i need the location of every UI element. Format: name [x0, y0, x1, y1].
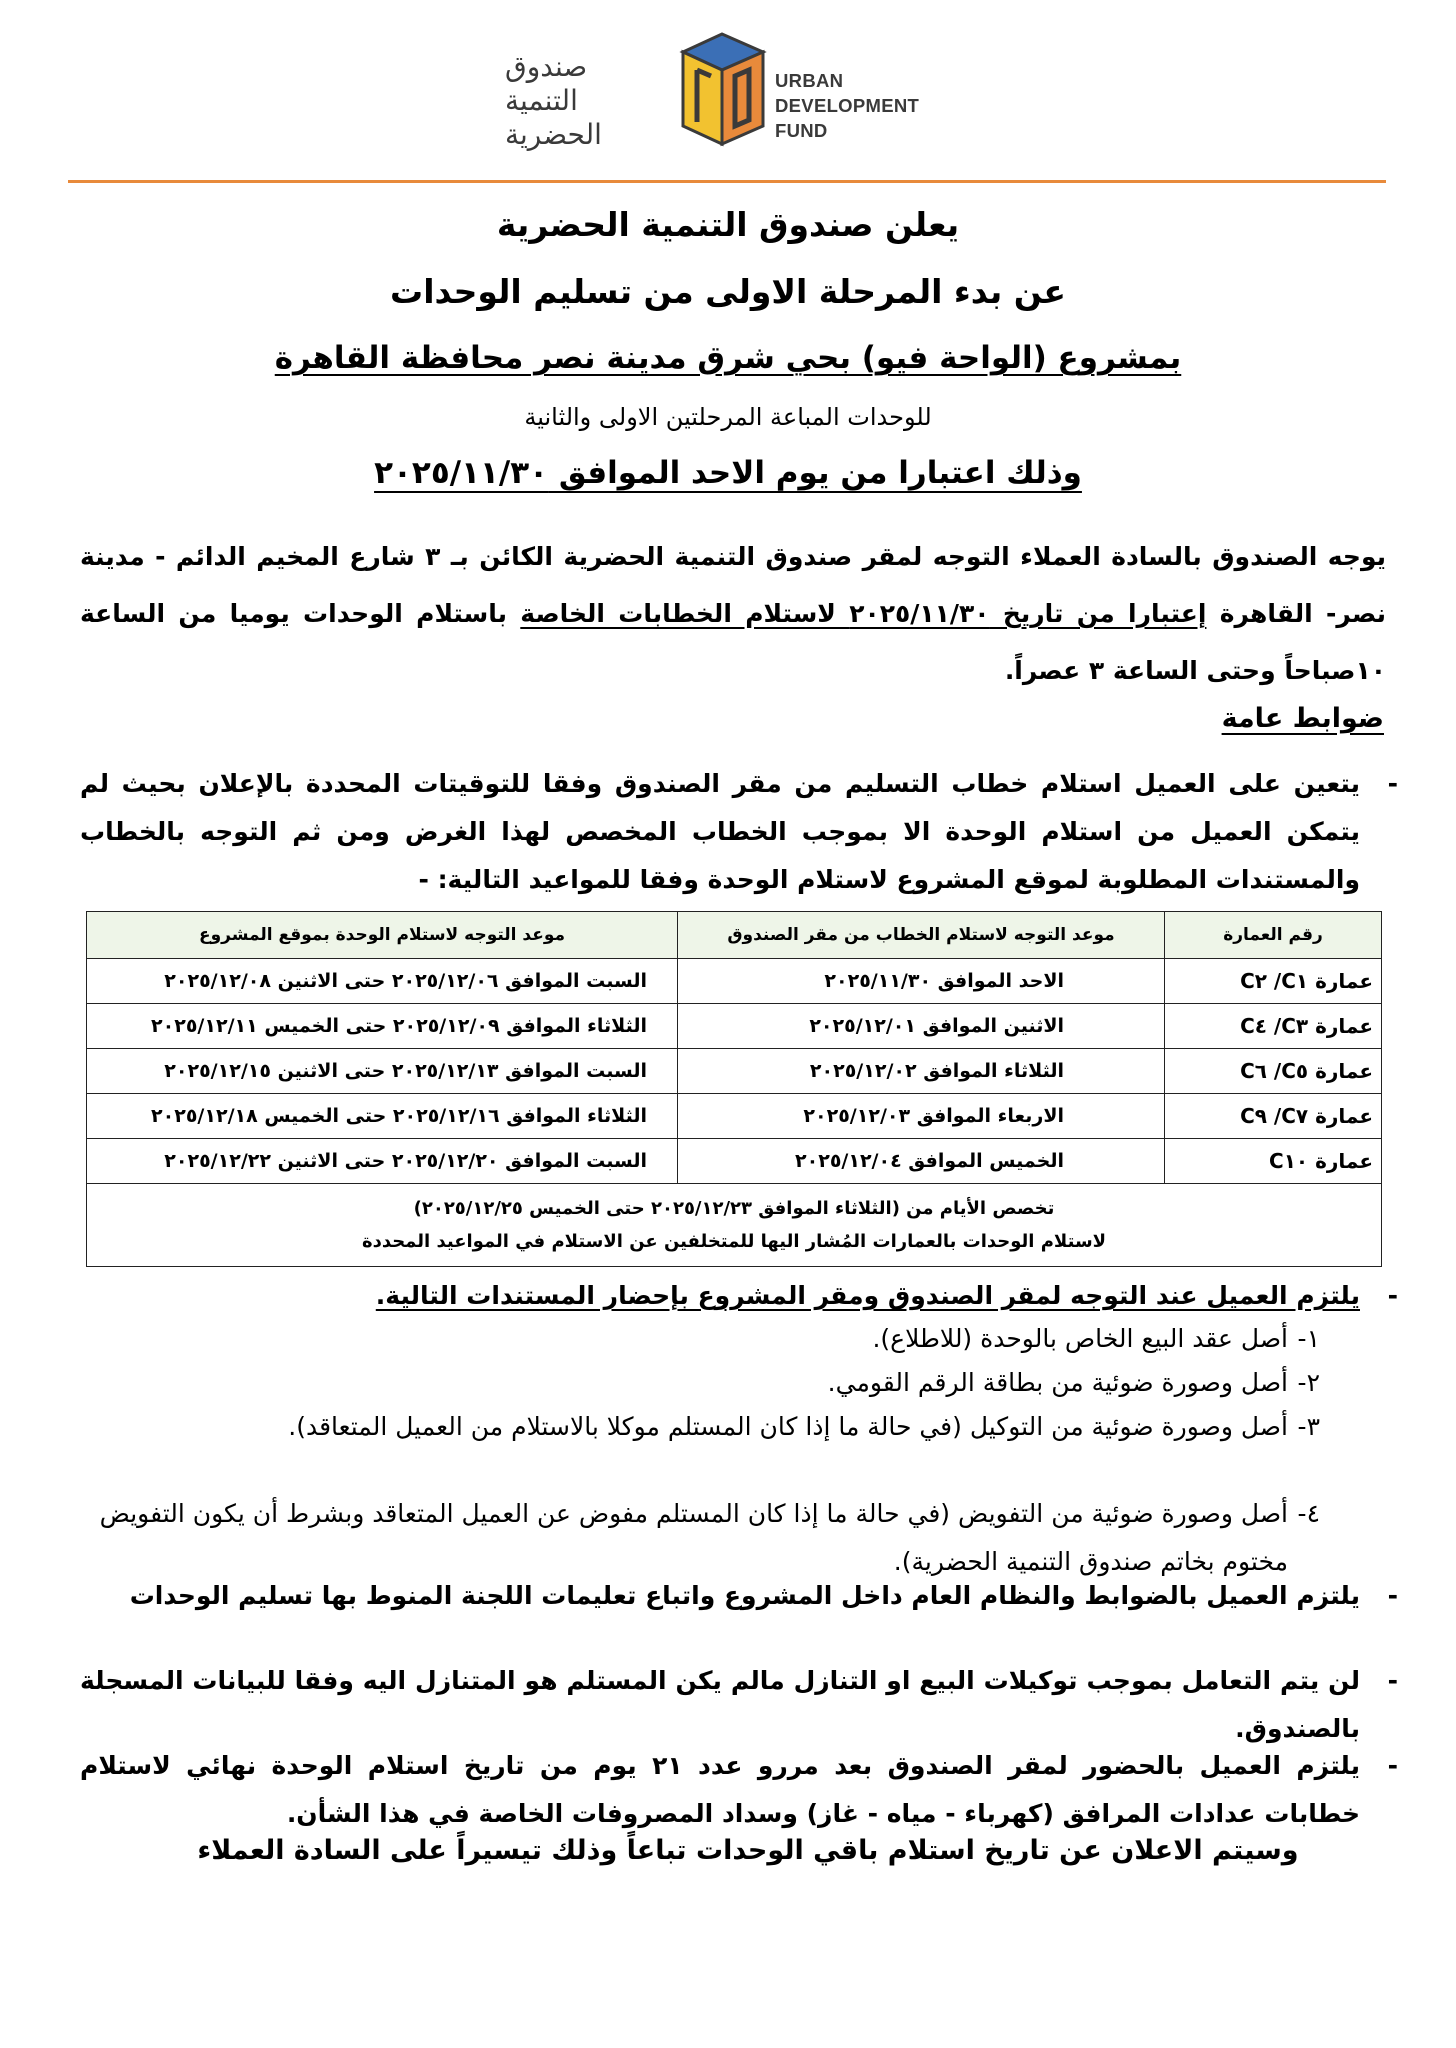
document-number: ٣-	[1297, 1412, 1320, 1441]
document-text: أصل وصورة ضوئية من بطاقة الرقم القومي.	[827, 1368, 1288, 1397]
logo-ar-line: صندوق	[505, 50, 588, 83]
logo-en-line: URBAN	[775, 70, 844, 91]
logo-arabic-text	[505, 50, 663, 152]
bullet-text: لن يتم التعامل بموجب توكيلات البيع او التنازل مالم يكن المستلم هو المتنازل اليه وفقا للبيانات المسجلة بالصندوق.	[80, 1666, 1360, 1743]
table-cell-building: عمارة C٣/ C٤	[1165, 1004, 1382, 1049]
header-divider	[68, 180, 1386, 183]
intro-part1: يوجه الصندوق بالسادة العملاء التوجه لمقر صندوق التنمية الحضرية الكائن بـ ٣ شارع المخيم الدائم - مدينة نصر- القاهرة	[80, 542, 1386, 628]
bullet-dash: -	[1387, 769, 1398, 798]
table-row	[87, 1139, 1382, 1184]
table-cell-unit-date: الثلاثاء الموافق ٢٠٢٥/١٢/١٦ حتى الخميس ٢٠٢٥/١٢/١٨	[87, 1094, 678, 1139]
table-header-row	[87, 912, 1382, 959]
table-header: موعد التوجه لاستلام الوحدة بموقع المشروع	[87, 912, 678, 959]
heading-start-date-text: وذلك اعتبارا من يوم الاحد الموافق ٢٠٢٥/١١/٣٠	[374, 455, 1082, 491]
heading-phase: عن بدء المرحلة الاولى من تسليم الوحدات	[390, 272, 1066, 311]
table-note-line: لاستلام الوحدات بالعمارات المُشار اليها للمتخلفين عن الاستلام في المواعيد المحددة	[361, 1231, 1107, 1252]
table-cell-unit-date: السبت الموافق ٢٠٢٥/١٢/١٣ حتى الاثنين ٢٠٢٥/١٢/١٥	[87, 1049, 678, 1094]
table-note-line: تخصص الأيام من (الثلاثاء الموافق ٢٠٢٥/١٢/٢٣ حتى الخميس ٢٠٢٥/١٢/٢٥)	[413, 1198, 1055, 1219]
table-cell-letter-date: الثلاثاء الموافق ٢٠٢٥/١٢/٠٢	[678, 1049, 1165, 1094]
logo-ar-line: التنمية	[505, 84, 578, 117]
table-cell-building: عمارة C٧/ C٩	[1165, 1094, 1382, 1139]
closing-statement: وسيتم الاعلان عن تاريخ استلام باقي الوحدات تباعاً وذلك تيسيراً على السادة العملاء	[197, 1835, 1299, 1866]
bullet-dash: -	[1387, 1666, 1398, 1695]
bullet-item	[80, 1742, 1398, 1838]
table-cell-letter-date: الاحد الموافق ٢٠٢٥/١١/٣٠	[678, 959, 1165, 1004]
table-row	[87, 1049, 1382, 1094]
bullet-item	[80, 1572, 1398, 1620]
table-cell-building: عمارة C١/ C٢	[1165, 959, 1382, 1004]
table-row	[87, 959, 1382, 1004]
udf-logo-icon	[675, 30, 770, 148]
heading-start-date	[60, 455, 1396, 491]
heading-project	[60, 340, 1396, 376]
bullet-text: يتعين على العميل استلام خطاب التسليم من مقر الصندوق وفقا للتوقيتات المحددة بالإعلان بحيث لم يتمكن العميل من استلام الوحدة الا بموجب الخطاب المخصص لهذا الغرض ومن ثم التوجه بالخطاب والمستندات المطلوبة لموقع المشروع لاستلام الوحدة وفقا للمواعيد التالية: -	[80, 769, 1360, 894]
bullet-dash: -	[1387, 1281, 1398, 1310]
intro-underlined: إعتبارا من تاريخ ٢٠٢٥/١١/٣٠ لاستلام الخطابات الخاصة	[520, 599, 1207, 628]
bullet-text: يلتزم العميل بالحضور لمقر الصندوق بعد مررو عدد ٢١ يوم من تاريخ استلام الوحدة نهائي لاستلام خطابات عدادات المرافق (كهرباء - مياه - غاز) وسداد المصروفات الخاصة في هذا الشأن.	[80, 1751, 1360, 1828]
schedule-table	[86, 911, 1382, 1267]
table-cell-letter-date: الاربعاء الموافق ٢٠٢٥/١٢/٠٣	[678, 1094, 1165, 1139]
bullet-dash: -	[1387, 1581, 1398, 1610]
table-cell-building: عمارة C٥/ C٦	[1165, 1049, 1382, 1094]
table-cell-building: عمارة C١٠	[1165, 1139, 1382, 1184]
document-item	[80, 1315, 1320, 1363]
document-number: ٢-	[1297, 1368, 1320, 1397]
document-item	[80, 1359, 1320, 1407]
table-cell-letter-date: الاثنين الموافق ٢٠٢٥/١٢/٠١	[678, 1004, 1165, 1049]
document-item	[80, 1403, 1320, 1451]
table-cell-unit-date: الثلاثاء الموافق ٢٠٢٥/١٢/٠٩ حتى الخميس ٢٠٢٥/١٢/١١	[87, 1004, 678, 1049]
table-header: رقم العمارة	[1165, 912, 1382, 959]
bullet-text: يلتزم العميل بالضوابط والنظام العام داخل المشروع واتباع تعليمات اللجنة المنوط بها تسليم الوحدات	[129, 1581, 1360, 1610]
document-text: أصل وصورة ضوئية من التوكيل (في حالة ما إذا كان المستلم موكلا بالاستلام من العميل المتعاقد).	[288, 1412, 1288, 1441]
intro-paragraph	[80, 528, 1386, 699]
document-number: ٤-	[1297, 1499, 1320, 1528]
document-text: أصل عقد البيع الخاص بالوحدة (للاطلاع).	[872, 1324, 1288, 1353]
intro-part2: باستلام الوحدات يوميا من الساعة ١٠صباحاً وحتى الساعة ٣ عصراً.	[80, 599, 1386, 685]
table-cell-letter-date: الخميس الموافق ٢٠٢٥/١٢/٠٤	[678, 1139, 1165, 1184]
general-rules-title: ضوابط عامة	[1221, 703, 1384, 734]
logo-ar-line: الحضرية	[505, 118, 602, 151]
bullet-text: يلتزم العميل عند التوجه لمقر الصندوق ومقر المشروع بإحضار المستندات التالية.	[375, 1281, 1360, 1310]
heading-project-text: بمشروع (الواحة فيو) بحي شرق مدينة نصر محافظة القاهرة	[274, 340, 1182, 376]
logo-en-line: DEVELOPMENT	[775, 95, 920, 116]
logo	[505, 28, 965, 152]
bullet-item	[80, 760, 1398, 904]
document-number: ١-	[1297, 1324, 1320, 1353]
table-header: موعد التوجه لاستلام الخطاب من مقر الصندوق	[678, 912, 1165, 959]
logo-english-text	[775, 68, 919, 143]
bullet-item	[80, 1272, 1398, 1320]
heading-announcer: يعلن صندوق التنمية الحضرية	[496, 205, 960, 244]
table-note	[87, 1184, 1382, 1267]
document-text: أصل وصورة ضوئية من التفويض (في حالة ما إذا كان المستلم مفوض عن العميل المتعاقد وبشرط أن يكون التفويض مختوم بخاتم صندوق التنمية الحضرية).	[99, 1499, 1288, 1576]
table-cell-unit-date: السبت الموافق ٢٠٢٥/١٢/٠٦ حتى الاثنين ٢٠٢٥/١٢/٠٨	[87, 959, 678, 1004]
table-row	[87, 1094, 1382, 1139]
table-note-row	[87, 1184, 1382, 1267]
bullet-item	[80, 1657, 1398, 1753]
heading-units: للوحدات المباعة المرحلتين الاولى والثانية	[524, 403, 932, 431]
table-cell-unit-date: السبت الموافق ٢٠٢٥/١٢/٢٠ حتى الاثنين ٢٠٢٥/١٢/٢٢	[87, 1139, 678, 1184]
logo-en-line: FUND	[775, 120, 828, 141]
bullet-dash: -	[1387, 1751, 1398, 1780]
table-row	[87, 1004, 1382, 1049]
